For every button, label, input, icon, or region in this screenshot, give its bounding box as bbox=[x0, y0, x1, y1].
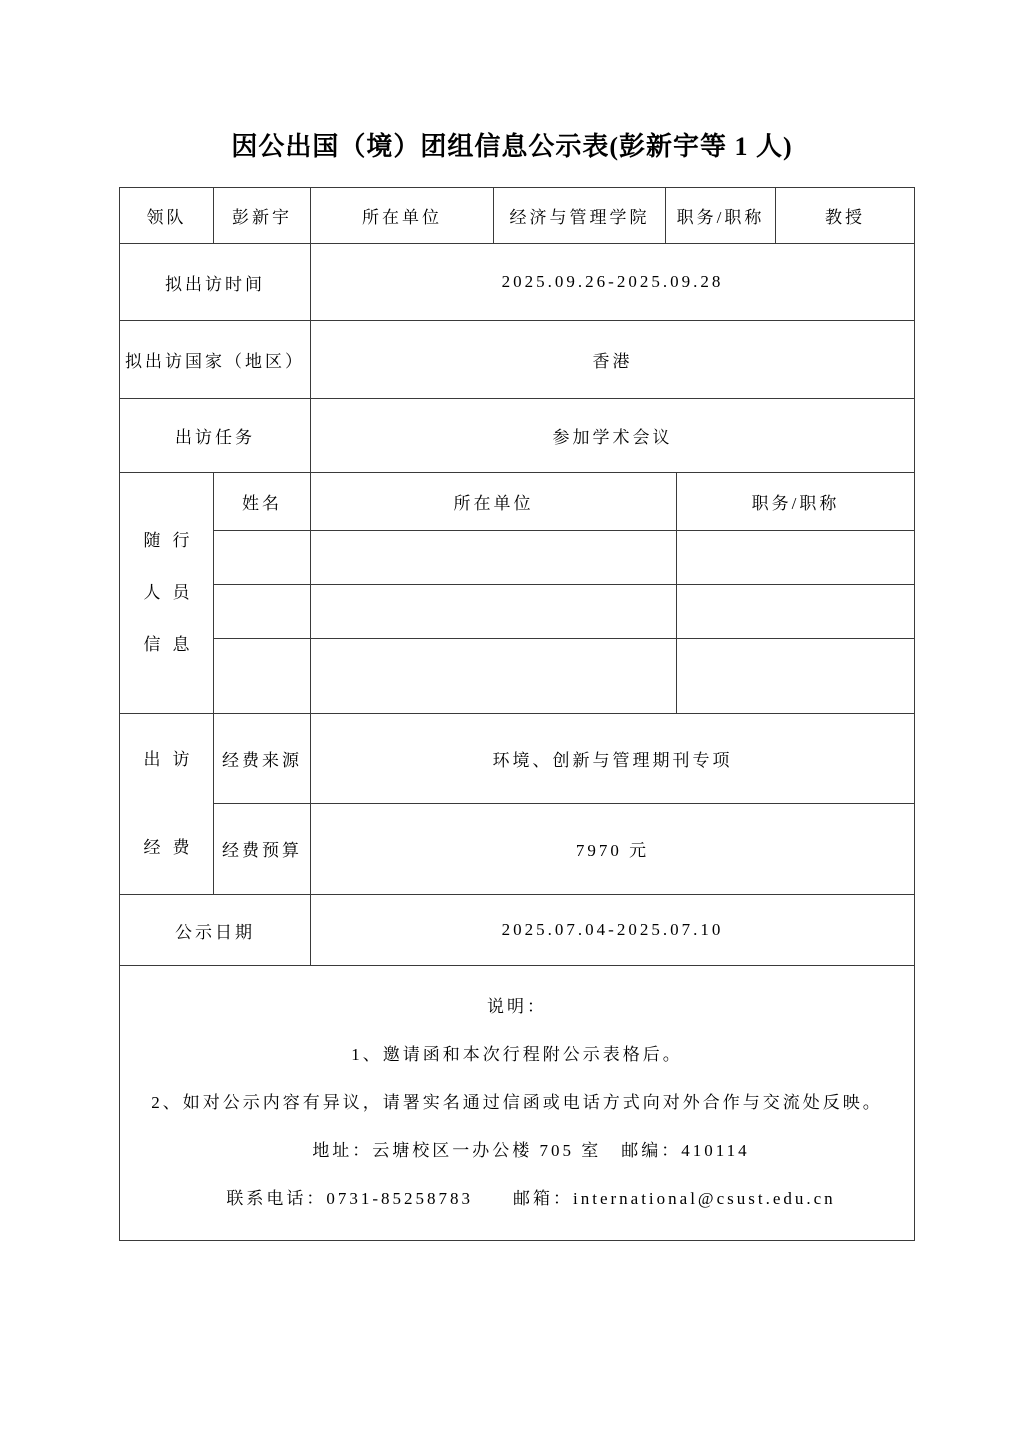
trip-task-label: 出访任务 bbox=[120, 399, 311, 473]
trip-time-label: 拟出访时间 bbox=[120, 244, 311, 321]
leader-unit-label: 所在单位 bbox=[311, 188, 494, 244]
companions-header-unit: 所在单位 bbox=[311, 473, 677, 531]
companions-header-row bbox=[120, 473, 915, 531]
funding-label-line2: 经费 bbox=[143, 838, 202, 857]
trip-destination-value: 香港 bbox=[311, 321, 915, 399]
notes-cell bbox=[120, 966, 915, 1241]
trip-time-value: 2025.09.26-2025.09.28 bbox=[311, 244, 915, 321]
funding-section-label bbox=[120, 714, 214, 895]
publicity-date-value: 2025.07.04-2025.07.10 bbox=[311, 895, 915, 966]
funding-source-value: 环境、创新与管理期刊专项 bbox=[311, 714, 915, 804]
companion-row-1 bbox=[120, 531, 915, 585]
notes-item-contact: 联系电话：0731-85258783 邮箱：international@csust.edu.cn bbox=[226, 1189, 836, 1208]
companion-2-post-cell bbox=[677, 585, 915, 639]
companion-1-name-cell bbox=[214, 531, 311, 585]
companions-label-line1: 随行 bbox=[143, 531, 202, 550]
companions-label-line2: 人员 bbox=[143, 583, 202, 602]
companion-2-unit-cell bbox=[311, 585, 677, 639]
notes-heading: 说明： bbox=[487, 997, 547, 1016]
companions-section-label-stack bbox=[124, 515, 209, 671]
companion-3-unit-cell bbox=[311, 639, 677, 714]
funding-budget-label: 经费预算 bbox=[214, 803, 311, 894]
leader-label: 领队 bbox=[120, 188, 214, 244]
funding-section-label-stack bbox=[124, 716, 209, 892]
leader-post-value: 教授 bbox=[776, 188, 915, 244]
notes-item-address: 地址：云塘校区一办公楼 705 室 邮编：410114 bbox=[312, 1141, 750, 1160]
companion-1-unit-cell bbox=[311, 531, 677, 585]
notes-item-1: 1、邀请函和本次行程附公示表格后。 bbox=[351, 1045, 683, 1064]
companion-3-post-cell bbox=[677, 639, 915, 714]
notes-row bbox=[120, 966, 915, 1241]
companion-3-name-cell bbox=[214, 639, 311, 714]
leader-name: 彭新宇 bbox=[214, 188, 311, 244]
leader-unit-value: 经济与管理学院 bbox=[494, 188, 666, 244]
leader-post-label: 职务/职称 bbox=[666, 188, 776, 244]
companion-row-3 bbox=[120, 639, 915, 714]
page-title: 因公出国（境）团组信息公示表(彭新宇等 1 人) bbox=[231, 132, 793, 161]
trip-destination-row bbox=[120, 321, 915, 399]
trip-time-row bbox=[120, 244, 915, 321]
companions-header-post: 职务/职称 bbox=[677, 473, 915, 531]
companion-1-post-cell bbox=[677, 531, 915, 585]
companion-2-name-cell bbox=[214, 585, 311, 639]
trip-task-row bbox=[120, 399, 915, 473]
notice-table bbox=[119, 187, 915, 1241]
companions-label-line3: 信息 bbox=[143, 635, 202, 654]
funding-source-row bbox=[120, 714, 915, 804]
funding-budget-value: 7970 元 bbox=[311, 803, 915, 894]
trip-task-value: 参加学术会议 bbox=[311, 399, 915, 473]
funding-source-label: 经费来源 bbox=[214, 714, 311, 804]
companions-header-name: 姓名 bbox=[214, 473, 311, 531]
publicity-date-row bbox=[120, 895, 915, 966]
companions-section-label bbox=[120, 473, 214, 714]
notes-item-2: 2、如对公示内容有异议，请署实名通过信函或电话方式向对外合作与交流处反映。 bbox=[151, 1093, 883, 1112]
leader-row bbox=[120, 188, 915, 244]
trip-destination-label: 拟出访国家（地区） bbox=[120, 321, 311, 399]
publicity-date-label: 公示日期 bbox=[120, 895, 311, 966]
companion-row-2 bbox=[120, 585, 915, 639]
funding-budget-row bbox=[120, 803, 915, 894]
funding-label-line1: 出访 bbox=[143, 750, 202, 769]
